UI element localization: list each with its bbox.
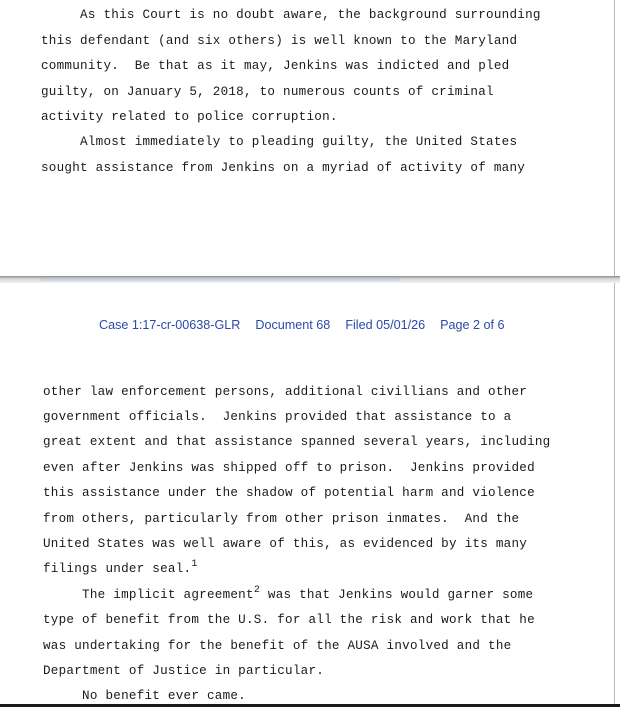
- footnote-marker: 1: [191, 559, 198, 570]
- page-2-line: even after Jenkins was shipped off to prison. Jenkins provided: [43, 461, 535, 475]
- page-2-line: from others, particularly from other prison inmates. And the: [43, 512, 520, 526]
- document-number: Document 68: [255, 318, 331, 332]
- case-number: Case 1:17-cr-00638-GLR: [99, 318, 241, 332]
- page-1-line: activity related to police corruption.: [41, 110, 338, 124]
- line-text: was that Jenkins would garner some: [260, 588, 534, 602]
- page-2-fragment: [0, 283, 615, 707]
- page-1-line: this defendant (and six others) is well known to the Maryland: [41, 34, 518, 48]
- page-2-line: other law enforcement persons, additional civillians and other: [43, 385, 528, 399]
- page-2-line: type of benefit from the U.S. for all the risk and work that he: [43, 613, 535, 627]
- page-1-line: community. Be that as it may, Jenkins was indicted and pled: [41, 59, 510, 73]
- page-2-line: Department of Justice in particular.: [43, 664, 325, 678]
- page-2-line: was undertaking for the benefit of the AUSA involved and the: [43, 639, 512, 653]
- page-1-fragment: [0, 0, 615, 276]
- page-2-line: United States was well aware of this, as evidenced by its many: [43, 537, 528, 551]
- page-2-line: government officials. Jenkins provided that assistance to a: [43, 410, 512, 424]
- line-text: The implicit agreement: [43, 588, 254, 602]
- page-2-line: great extent and that assistance spanned several years, including: [43, 435, 551, 449]
- page-1-line: sought assistance from Jenkins on a myriad of activity of many: [41, 161, 526, 175]
- page-1-line: guilty, on January 5, 2018, to numerous counts of criminal: [41, 85, 494, 99]
- page-2-line: No benefit ever came.: [43, 689, 246, 703]
- line-text: filings under seal.: [43, 562, 192, 576]
- page-separator: [0, 276, 620, 283]
- page-2-line: [43, 587, 533, 603]
- page-1-line: As this Court is no doubt aware, the background surrounding: [41, 8, 541, 22]
- page-1-line: Almost immediately to pleading guilty, the United States: [41, 135, 518, 149]
- page-indicator: Page 2 of 6: [440, 318, 505, 332]
- court-filing-header: [85, 304, 505, 346]
- footnote-marker: 2: [253, 585, 261, 596]
- page-2-line: this assistance under the shadow of potential harm and violence: [43, 486, 535, 500]
- filed-date: Filed 05/01/26: [345, 318, 426, 332]
- page-2-line: [43, 561, 198, 577]
